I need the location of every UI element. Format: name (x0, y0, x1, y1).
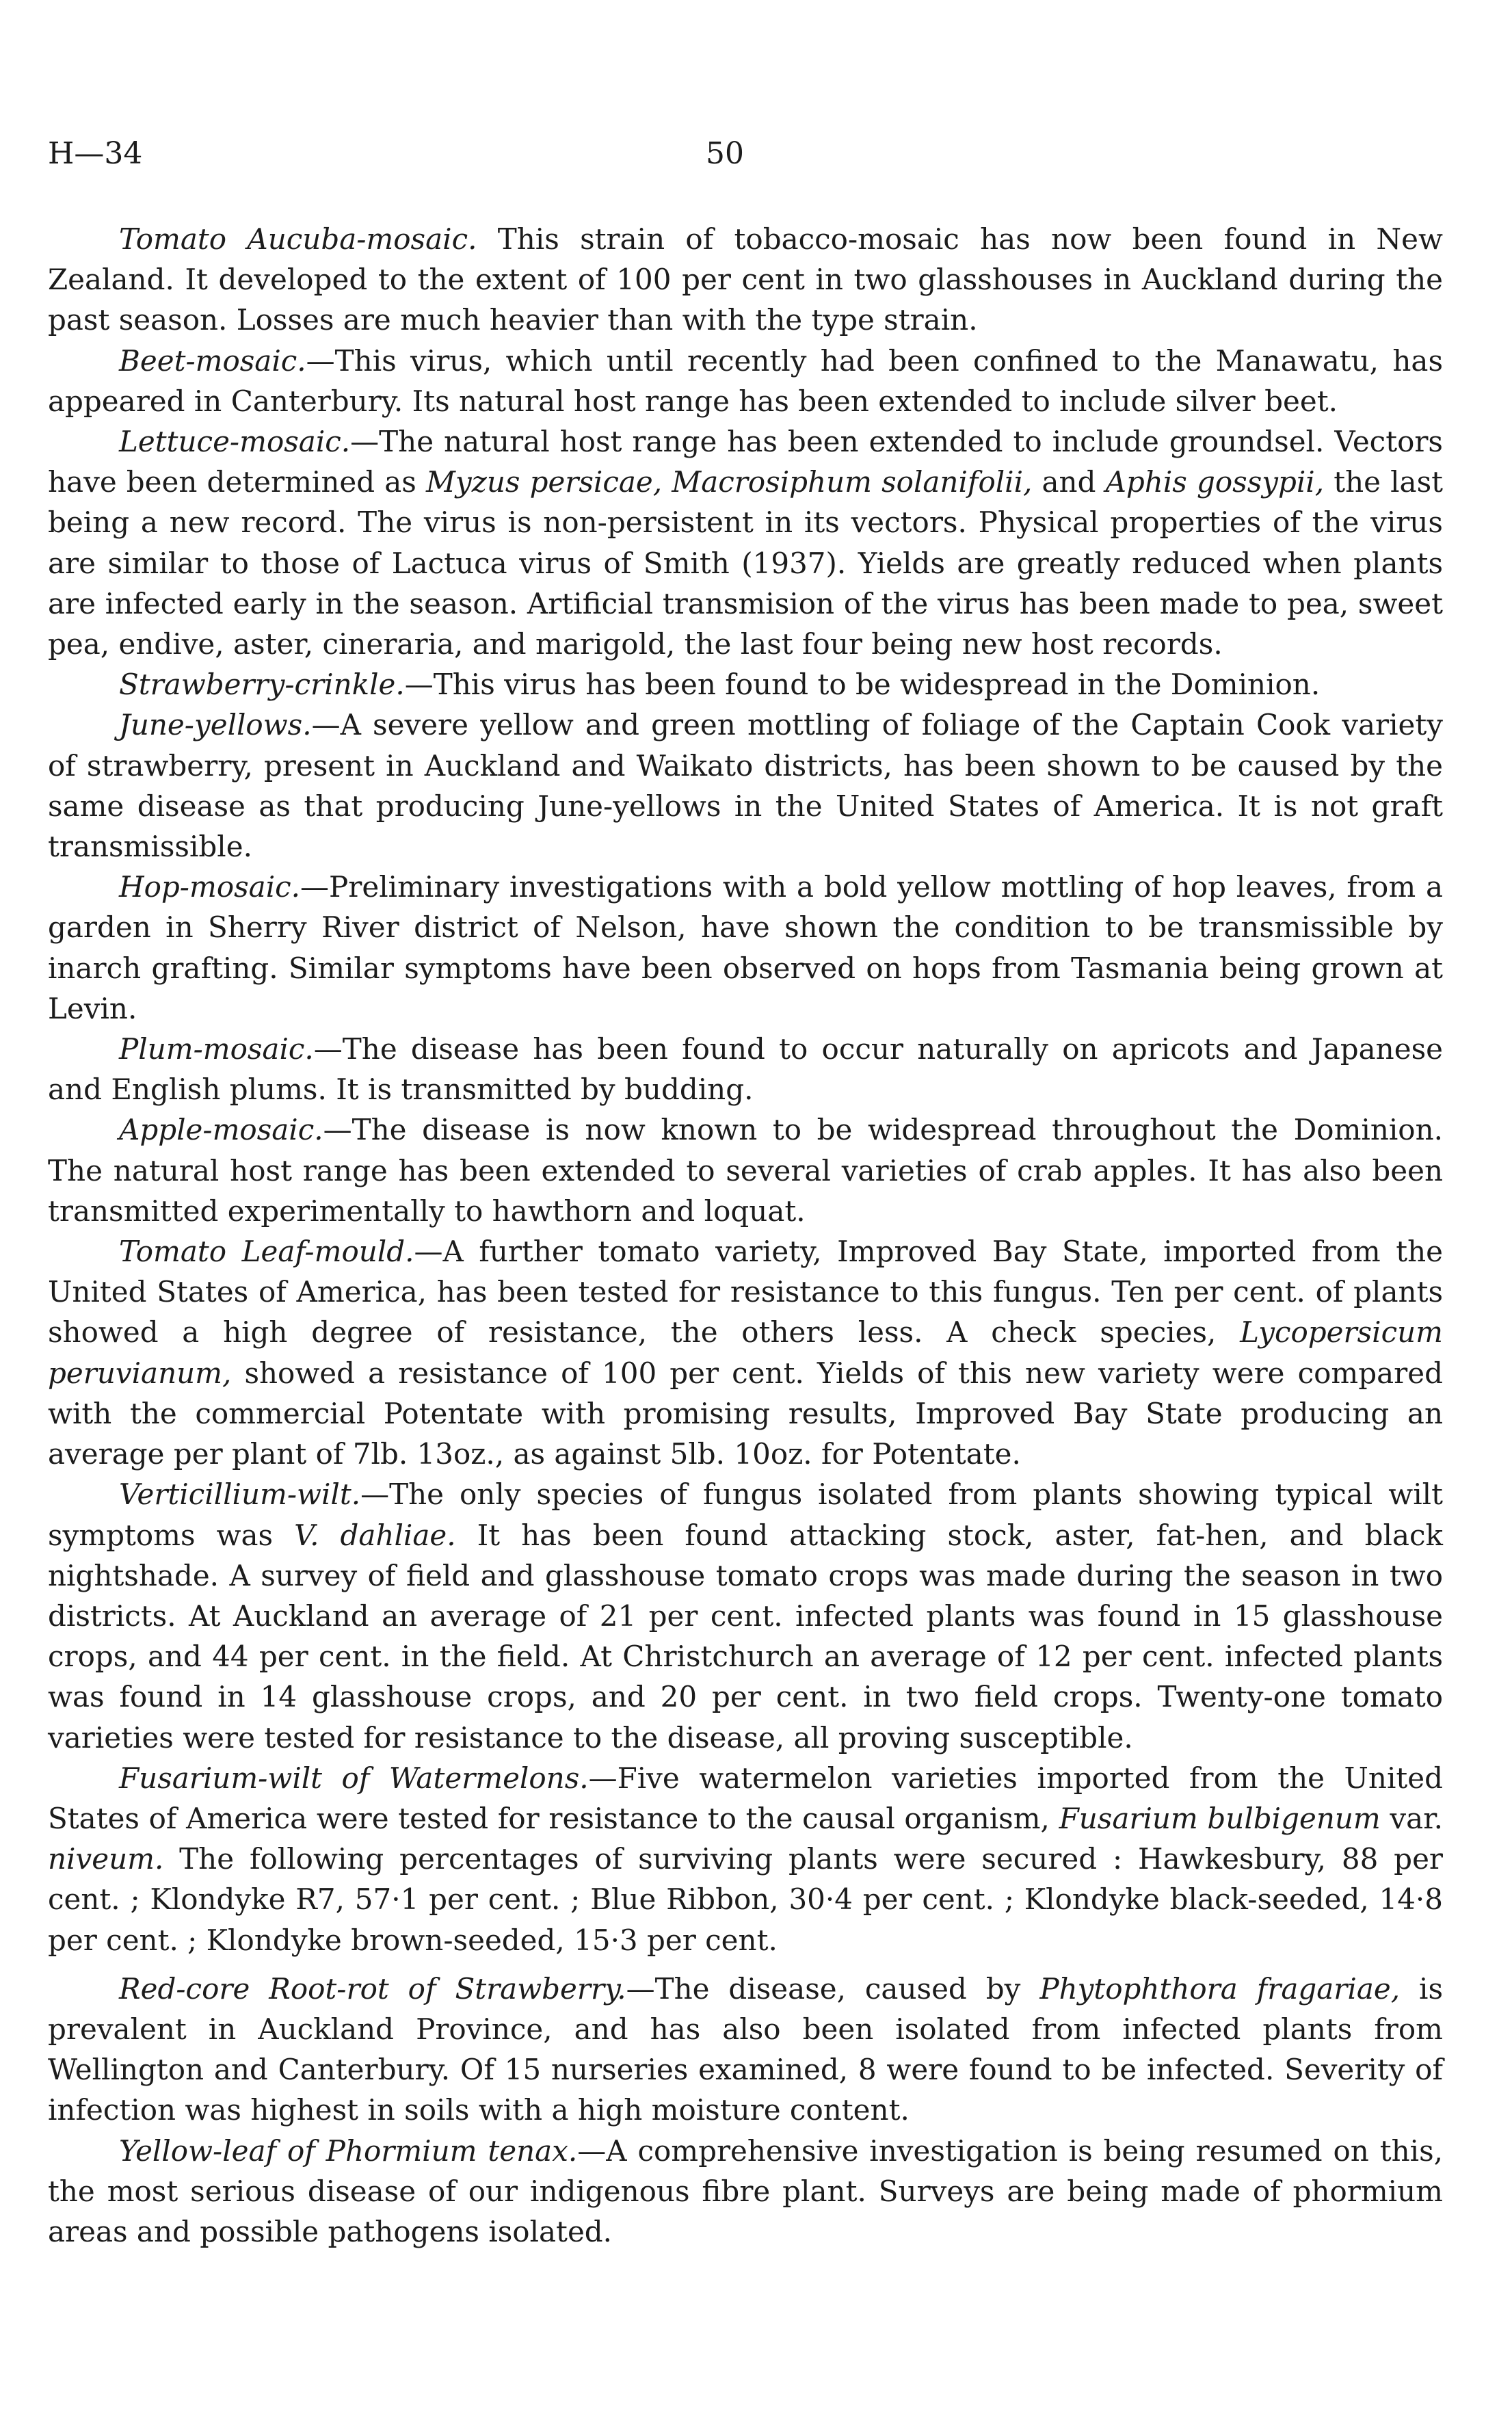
paragraph-beet-mosaic (48, 341, 1443, 421)
paragraph-yellow-leaf-phormium (48, 2131, 1443, 2252)
paragraph-hop-mosaic (48, 867, 1443, 1029)
species-name: Phytophthora fragariae, (1039, 1971, 1401, 2006)
species-name: Lycopersicum peruvianum, (48, 1315, 1443, 1390)
paragraph-text: It has been found attacking stock, aster, fat-hen, and black nightshade. A survey of field and glasshouse tomato crops was made during the season in two districts. At Auckland an average of 21 per cent. infected plants was found in 15 glasshouse crops, and 44 per cent. in the field. At Christchurch an average of 12 per cent. infected plants was found in 14 glasshouse crops, and 20 per cent. in two field crops. Twenty-one tomato varieties were tested for resistance to the disease, all proving susceptible. (48, 1518, 1443, 1755)
section-heading: Tomato Aucuba-mosaic. (119, 222, 477, 256)
document-reference: H—34 (48, 136, 143, 171)
section-heading: June-yellows. (119, 708, 312, 742)
section-heading: Strawberry-crinkle. (119, 668, 405, 702)
paragraph-june-yellows (48, 705, 1443, 867)
section-heading: Tomato Leaf-mould. (119, 1235, 414, 1269)
paragraph-verticillium-wilt (48, 1474, 1443, 1757)
section-heading: Yellow-leaf of Phormium tenax. (119, 2133, 578, 2168)
paragraph-text: —A comprehensive investigation is being resumed on this, the most serious disease of our indigenous fibre plant. Surveys are being made of phormium areas and possible pathogens isolated. (48, 2133, 1443, 2248)
paragraph-tomato-leaf-mould (48, 1231, 1443, 1474)
species-name: V. dahliae. (294, 1518, 456, 1552)
section-heading: Lettuce-mosaic. (119, 425, 351, 459)
paragraph-text: —The disease is now known to be widespread throughout the Dominion. The natural host range has been extended to several varieties of crab apples. It has also been transmitted experimentally to hawthorn and loquat. (48, 1113, 1443, 1228)
paragraph-apple-mosaic (48, 1109, 1443, 1231)
species-name: Fusarium bulbigenum (1059, 1801, 1381, 1835)
paragraph-text: —The disease has been found to occur naturally on apricots and Japanese and English plums. It is transmitted by budding. (48, 1032, 1443, 1107)
paragraph-text: —Preliminary investigations with a bold yellow mottling of hop leaves, from a garden in Sherry River district of Nelson, have shown the condition to be transmissible by inarch grafting. Similar symptoms have been observed on hops from Tasmania being grown at Levin. (48, 870, 1443, 1025)
report-body (48, 219, 1443, 2252)
paragraph-lettuce-mosaic (48, 421, 1443, 664)
section-heading: Plum-mosaic. (119, 1032, 314, 1066)
section-heading: Fusarium-wilt of Watermelons. (119, 1761, 589, 1795)
paragraph-text: —This virus, which until recently had been confined to the Manawatu, has appeared in Canterbury. Its natural host range has been extended to include silver beet. (48, 343, 1443, 418)
section-heading: Verticillium-wilt. (119, 1477, 361, 1512)
paragraph-text: This strain of tobacco-mosaic has now been found in New Zealand. It developed to the extent of 100 per cent in two glasshouses in Auckland during the past season. Losses are much heavier than with the type strain. (48, 222, 1443, 337)
paragraph-text: —The disease, caused by (626, 1971, 1040, 2006)
paragraph-text: —The natural host range has been extended to include groundsel. Vectors have been determined as (48, 425, 1443, 499)
paragraph-text: —This virus has been found to be widespread in the Dominion. (404, 668, 1321, 702)
paragraph-text: —The only species of fungus isolated from plants showing typical wilt symptoms was (48, 1477, 1443, 1552)
paragraph-red-core-root-rot (48, 1969, 1443, 2131)
paragraph-text: and (1032, 465, 1106, 499)
paragraph-text: —Five watermelon varieties imported from the United States of America were tested for resistance to the causal organism, (48, 1761, 1443, 1835)
paragraph-strawberry-crinkle (48, 664, 1443, 705)
paragraph-text: The following percentages of surviving plants were secured : Hawkesbury, 88 per cent. ; Klondyke R7, 57·1 per cent. ; Blue Ribbon, 30·4 per cent. ; Klondyke black-seeded, 14·8 per cent. ; Klondyke brown-seeded, 15·3 per cent. (48, 1842, 1443, 1957)
page-header (48, 133, 1464, 174)
section-heading: Red-core Root-rot of Strawberry. (119, 1971, 626, 2006)
paragraph-plum-mosaic (48, 1029, 1443, 1109)
paragraph-text: the last being a new record. The virus is non-persistent in its vectors. Physical properties of the virus are similar to those of Lactuca virus of Smith (1937). Yields are greatly reduced when plants are infected early in the season. Artificial transmision of the virus has been made to pea, sweet pea, endive, aster, cineraria, and marigold, the last four being new host records. (48, 465, 1443, 661)
paragraph-text: —A severe yellow and green mottling of foliage of the Captain Cook variety of strawberry, present in Auckland and Waikato districts, has been shown to be caused by the same disease as that producing June-yellows in the United States of America. It is not graft transmissible. (48, 708, 1443, 864)
section-heading: Apple-mosaic. (119, 1113, 323, 1147)
species-name: Myzus persicae, Macrosiphum solanifolii, (425, 465, 1033, 499)
species-name: Aphis gossypii, (1105, 465, 1325, 499)
species-name: niveum. (48, 1842, 164, 1876)
section-heading: Hop-mosaic. (119, 870, 301, 904)
paragraph-text: showed a resistance of 100 per cent. Yields of this new variety were compared with the commercial Potentate with promising results, Improved Bay State producing an average per plant of 7lb. 13oz., as against 5lb. 10oz. for Potentate. (48, 1356, 1443, 1471)
paragraph-text: is prevalent in Auckland Province, and has also been isolated from infected plants from Wellington and Canterbury. Of 15 nurseries examined, 8 were found to be infected. Severity of infection was highest in soils with a high moisture content. (48, 1971, 1444, 2127)
page-number: 50 (706, 136, 744, 171)
paragraph-text: —A further tomato variety, Improved Bay State, imported from the United States of America, has been tested for resistance to this fungus. Ten per cent. of plants showed a high degree of resistance, the others less. A check species, (48, 1235, 1443, 1350)
paragraph-text: var. (1380, 1801, 1444, 1835)
paragraph-fusarium-wilt (48, 1758, 1443, 1960)
paragraph-tomato-aucuba-mosaic (48, 219, 1443, 341)
section-heading: Beet-mosaic. (119, 343, 306, 378)
